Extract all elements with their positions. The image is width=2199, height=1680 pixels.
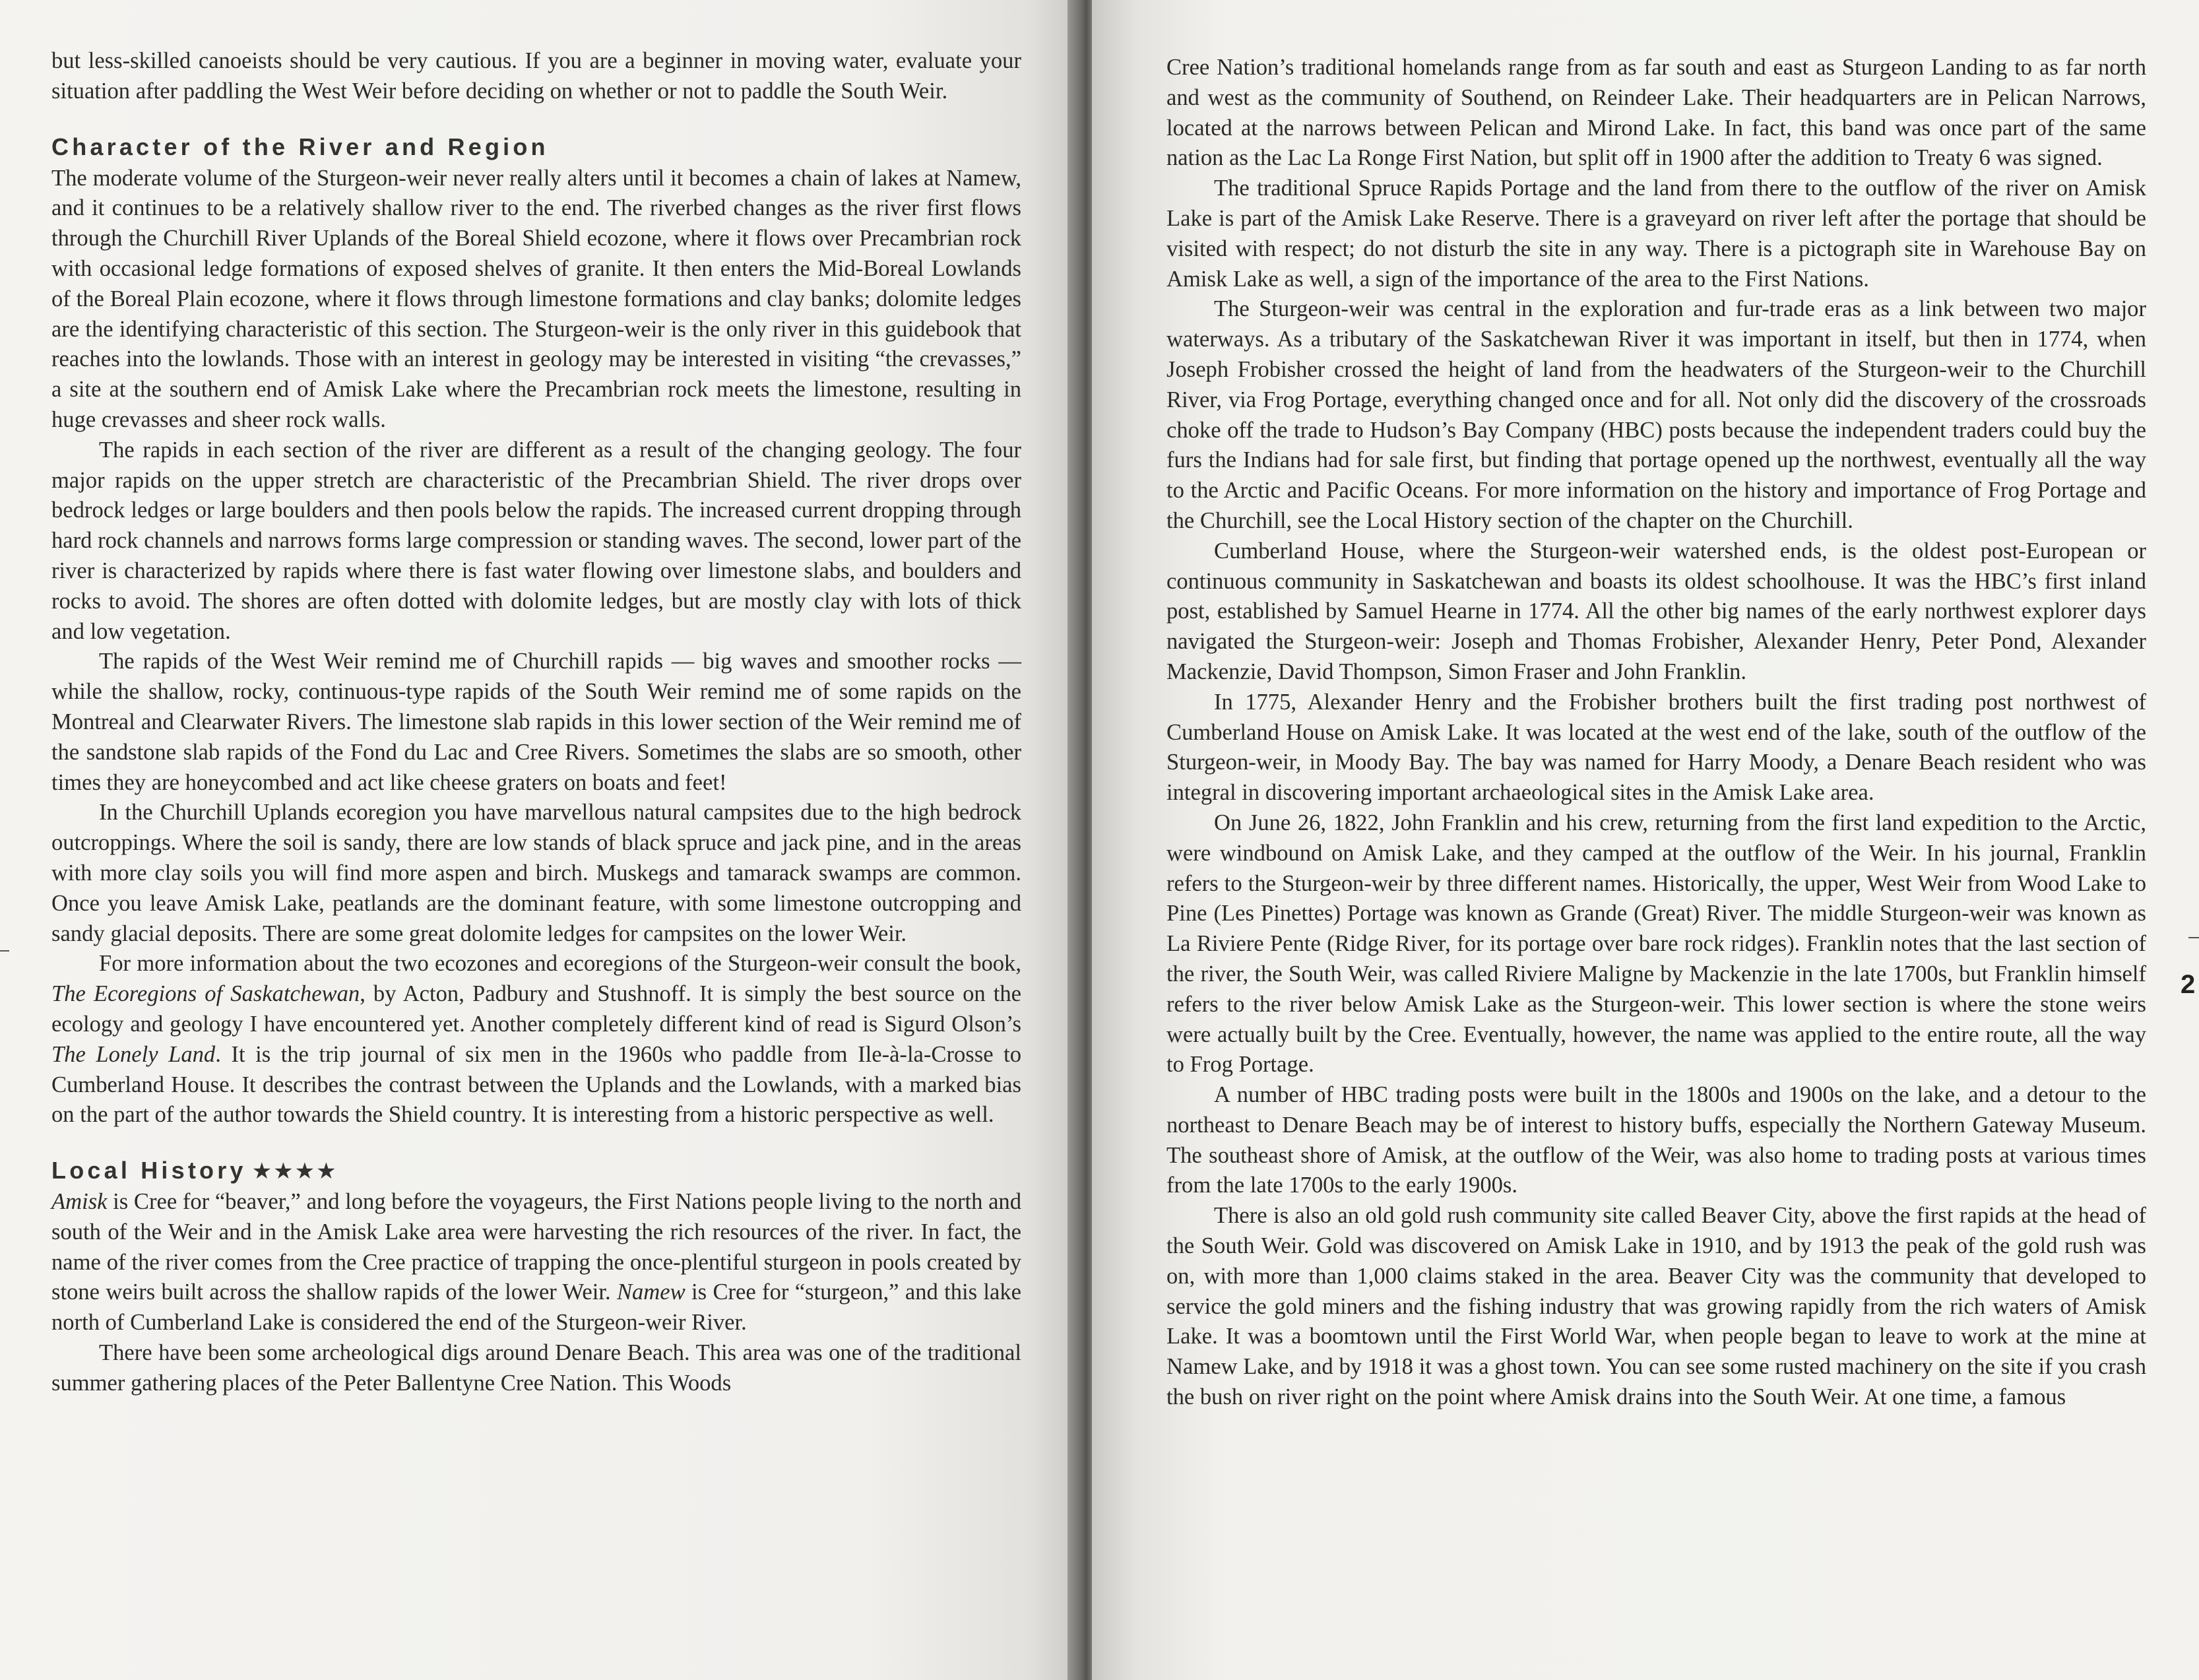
paragraph: The moderate volume of the Sturgeon-weir never really alters until it becomes a chain of lakes at Namew, and it continues to be a relatively shallow river to the end. The riverbed changes as the river first flows through the Churchill River Uplands of the Boreal Shield ecozone, where it flows over Precambrian rock with occasional ledge formations of exposed shelves of granite. It then enters the Mid-Boreal Lowlands of the Boreal Plain ecozone, where it flows through limestone formations and clay banks; dolomite ledges are the identifying characteristic of this section. The Sturgeon-weir is the only river in this guidebook that reaches into the lowlands. Those with an interest in geology may be interested in visiting “the crevasses,” a site at the southern end of Amisk Lake where the Precambrian rock meets the limestone, resulting in huge crevasses and sheer rock walls.: [51, 165, 1021, 432]
cree-word: Amisk: [51, 1189, 108, 1215]
paragraph: The rapids in each section of the river are different as a result of the changing geology. The four major rapids on the upper stretch are characteristic of the Precambrian Shield. The river drops over bedrock ledges or large boulders and then pools below the rapids. The increased current dropping through hard rock channels and narrows forms large compression or standing waves. The second, lower part of the river is characterized by rapids where there is fast water flowing over limestone slabs, and boulders and rocks to avoid. The shores are often dotted with dolomite ledges, but are mostly clay with lots of thick and low vegetation.: [51, 437, 1021, 644]
section-heading-local-history: [51, 1157, 1021, 1184]
text-run: is Cree for “beaver,” and long before the voyageurs, the First Nations people living to the north and south of the Weir and in the Amisk Lake area were harvesting the rich resources of the river. In fact, the name of the river comes from the Cree practice of trapping the once-plentiful sturgeon in pools created by stone weirs built across the shallow rapids of the lower Weir.: [51, 1189, 1021, 1305]
paragraph: In the Churchill Uplands ecoregion you have marvellous natural campsites due to the high bedrock outcroppings. Where the soil is sandy, there are low stands of black spruce and jack pine, and in the areas with more clay soils you will find more aspen and birch. Muskegs and tamarack swamps are common. Once you leave Amisk Lake, peatlands are the dominant feature, with some limestone outcropping and sandy glacial deposits. There are some great dolomite ledges for campsites on the lower Weir.: [51, 800, 1021, 946]
heading-text: Local History: [51, 1157, 247, 1184]
paragraph: but less-skilled canoeists should be very cautious. If you are a beginner in moving water, evaluate your situation after paddling the West Weir before deciding on whether or not to paddle the South Weir.: [51, 48, 1021, 104]
book-title: The Lonely Land: [51, 1041, 216, 1067]
margin-tick: [2188, 937, 2199, 938]
paragraph: [51, 1187, 1021, 1338]
paragraph: There have been some archeological digs around Denare Beach. This area was one of the traditional summer gathering places of the Peter Ballentyne Cree Nation. This Woods: [51, 1340, 1021, 1396]
paragraph: Cree Nation’s traditional homelands range from as far south and east as Sturgeon Landing to as far north and west as the community of Southend, on Reindeer Lake. Their headquarters are in Pelican Narrows, located at the narrows between Pelican and Mirond Lake. In fact, this band was once part of the same nation as the Lac La Ronge First Nation, but split off in 1900 after the addition to Treaty 6 was signed.: [1166, 55, 2146, 171]
text-run: , by Acton, Padbury and Stushnoff. It is simply the best source on the ecology and geology I have encountered yet. Another completely different kind of read is Sigurd Olson’s: [51, 981, 1021, 1037]
left-text-column: [51, 46, 1021, 1399]
page-edge-mark: 2: [2181, 970, 2196, 999]
paragraph: The rapids of the West Weir remind me of Churchill rapids — big waves and smoother rocks — while the shallow, rocky, continuous-type rapids of the South Weir remind me of some rapids on the Montreal and Clearwater Rivers. The limestone slab rapids in this lower section of the Weir remind me of the sandstone slab rapids of the Fond du Lac and Cree Rivers. Sometimes the slabs are so smooth, other times they are honeycombed and act like cheese graters on boats and feet!: [51, 649, 1021, 795]
cree-word: Namew: [616, 1279, 685, 1305]
paragraph: A number of HBC trading posts were built in the 1800s and 1900s on the lake, and a detour to the northeast to Denare Beach may be of interest to history buffs, especially the Northern Gateway Museum. The southeast shore of Amisk, at the outflow of the Weir, was also home to trading posts at various times from the late 1700s to the early 1900s.: [1166, 1082, 2146, 1198]
section-heading-character: Character of the River and Region: [51, 133, 549, 160]
paragraph: The Sturgeon-weir was central in the exploration and fur-trade eras as a link between two major waterways. As a tributary of the Saskatchewan River it was important in itself, but then in 1774, when Joseph Frobisher crossed the height of land from the headwaters of the Sturgeon-weir to the Churchill River, via Frog Portage, everything changed once and for all. Not only did the discovery of the crossroads choke off the trade to Hudson’s Bay Company (HBC) posts because the independent traders could buy the furs the Indians had for sale first, but finding that portage opened up the northwest, eventually all the way to the Arctic and Pacific Oceans. For more information on the history and importance of Frog Portage and the Churchill, see the Local History section of the chapter on the Churchill.: [1166, 296, 2146, 533]
right-page: [1092, 0, 2199, 1680]
text-run: . It is the trip journal of six men in the 1960s who paddle from Ile-à-la-Crosse to Cumberland House. It describes the contrast between the Uplands and the Lowlands, with a marked bias on the part of the author towards the Shield country. It is interesting from a historic perspective as well.: [51, 1041, 1021, 1128]
paragraph: In 1775, Alexander Henry and the Frobisher brothers built the first trading post northwest of Cumberland House on Amisk Lake. It was located at the west end of the lake, south of the outflow of the Sturgeon-weir, in Moody Bay. The bay was named for Harry Moody, a Denare Beach resident who was integral in discovering important archaeological sites in the Amisk Lake area.: [1166, 689, 2146, 806]
left-page: [0, 0, 1082, 1680]
rating-stars: ★★★★: [251, 1159, 338, 1184]
margin-tick: [0, 950, 9, 952]
book-title: The Ecoregions of Saskatchewan: [51, 981, 360, 1007]
paragraph: Cumberland House, where the Sturgeon-weir watershed ends, is the oldest post-European or continuous community in Saskatchewan and boasts its oldest schoolhouse. It was the HBC’s first inland post, established by Samuel Hearne in 1774. All the other big names of the early northwest explorer days navigated the Sturgeon-weir: Joseph and Thomas Frobisher, Alexander Henry, Peter Pond, Alexander Mackenzie, David Thompson, Simon Fraser and John Franklin.: [1166, 538, 2146, 684]
text-run: For more information about the two ecozones and ecoregions of the Sturgeon-weir consult the book,: [99, 951, 1021, 977]
paragraph: There is also an old gold rush community site called Beaver City, above the first rapids at the head of the South Weir. Gold was discovered on Amisk Lake in 1910, and by 1913 the peak of the gold rush was on, with more than 1,000 claims staked in the area. Beaver City was the community that developed to service the gold miners and the fishing industry that was growing rapidly from the rich waters of Amisk Lake. It was a boomtown until the First World War, when people began to leave to work at the mine at Namew Lake, and by 1918 it was a ghost town. You can see some rusted machinery on the site if you crash the bush on river right on the point where Amisk drains into the South Weir. At one time, a famous: [1166, 1203, 2146, 1410]
text-run: is Cree for “sturgeon,” and this lake north of Cumberland Lake is considered the end of the Sturgeon-weir River.: [51, 1279, 1021, 1336]
paragraph: [51, 949, 1021, 1130]
paragraph: The traditional Spruce Rapids Portage and the land from there to the outflow of the river on Amisk Lake is part of the Amisk Lake Reserve. There is a graveyard on river left after the portage that should be visited with respect; do not disturb the site in any way. There is a pictograph site in Warehouse Bay on Amisk Lake as well, a sign of the importance of the area to the First Nations.: [1166, 176, 2146, 292]
right-text-column: [1166, 53, 2146, 1413]
paragraph: On June 26, 1822, John Franklin and his crew, returning from the first land expedition to the Arctic, were windbound on Amisk Lake, and they camped at the outflow of the Weir. In his journal, Franklin refers to the Sturgeon-weir by three different names. Historically, the upper, West Weir from Wood Lake to Pine (Les Pinettes) Portage was known as Grande (Great) River. The middle Sturgeon-weir was known as La Riviere Pente (Ridge River, for its portage over bare rock ridges). Franklin notes that the last section of the river, the South Weir, was called Riviere Maligne by Mackenzie in the late 1700s, but Franklin himself refers to the river below Amisk Lake as the Sturgeon-weir. This lower section is where the stone weirs were actually built by the Cree. Eventually, however, the name was applied to the entire route, all the way to Frog Portage.: [1166, 810, 2146, 1078]
